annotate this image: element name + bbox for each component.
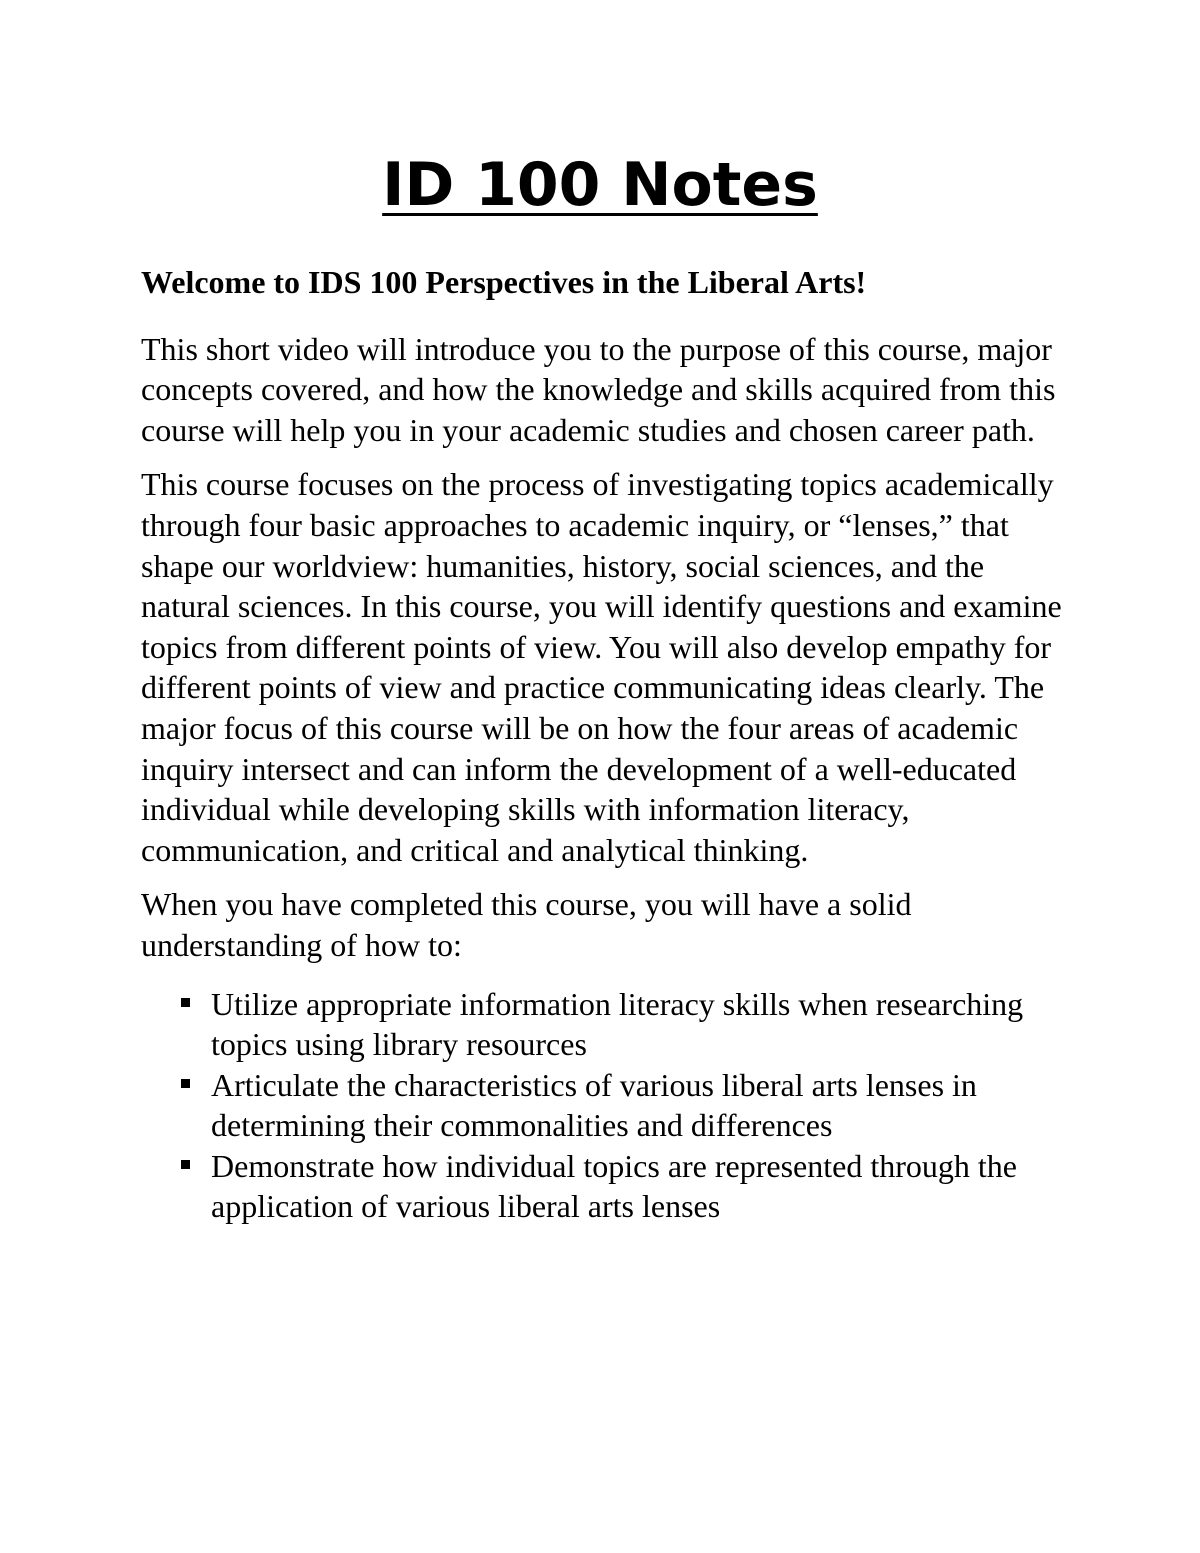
page-title: [0, 148, 1200, 222]
paragraph-intro: This short video will introduce you to the purpose of this course, major concepts covered, and how the knowledge and skills acquired from this course will help you in your academic studies and chosen career path.: [141, 330, 1056, 448]
document-body: [141, 262, 1066, 1227]
list-item: [141, 984, 1066, 1065]
list-item-text: Utilize appropriate information literacy skills when researching topics using library resources: [211, 985, 1024, 1063]
paragraph-outcomes-lead: When you have completed this course, you will have a solid understanding of how to:: [141, 886, 912, 963]
paragraph-course-focus: This course focuses on the process of investigating topics academically through four basic approaches to academic inquiry, or “lenses,” that shape our worldview: humanities, history, social sciences, and the natural sciences. In this course, you will identify questions and examine topics from different points of view. You will also develop empathy for different points of view and practice communicating ideas clearly. The major focus of this course will be on how the four areas of academic inquiry intersect and can inform the development of a well-educated individual while developing skills with information literacy, communication, and critical and analytical thinking.: [141, 466, 1062, 868]
outcomes-list: [141, 984, 1066, 1228]
list-item-text: Articulate the characteristics of various liberal arts lenses in determining their commonalities and differences: [211, 1066, 977, 1144]
square-bullet-icon: [181, 1079, 190, 1088]
square-bullet-icon: [181, 998, 190, 1007]
list-item: [141, 1146, 1066, 1227]
list-item: [141, 1065, 1066, 1146]
square-bullet-icon: [181, 1160, 190, 1169]
list-item-text: Demonstrate how individual topics are represented through the application of various liberal arts lenses: [211, 1147, 1017, 1225]
subtitle: Welcome to IDS 100 Perspectives in the Liberal Arts!: [141, 264, 867, 300]
page-title-text: ID 100 Notes: [382, 150, 818, 220]
